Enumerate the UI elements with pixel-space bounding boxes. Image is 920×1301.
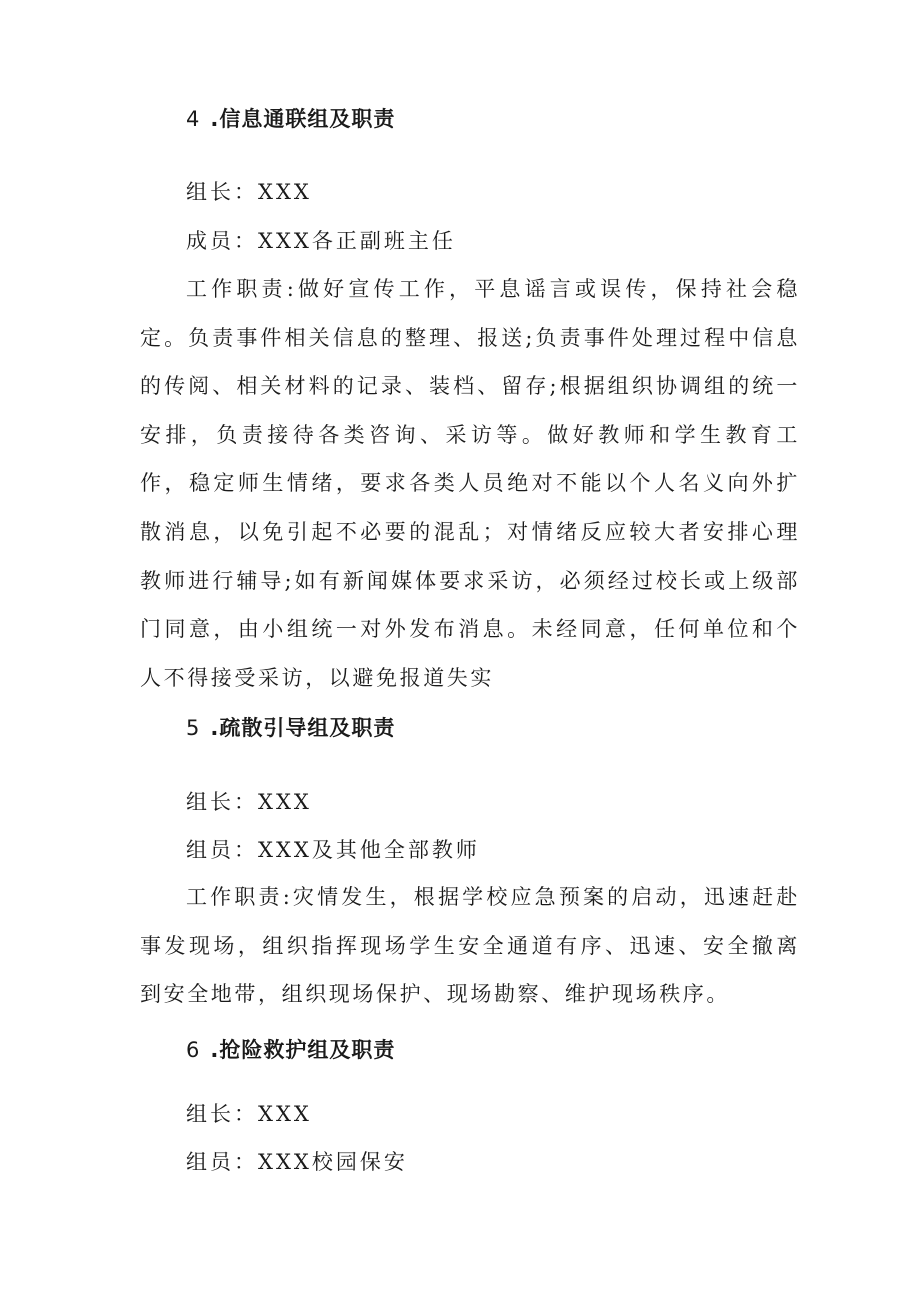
section-5-duties: 工作职责:灾情发生，根据学校应急预案的启动，迅速赶赴事发现场，组织指挥现场学生安全通道有序、迅速、安全撤离到安全地带，组织现场保护、现场勘察、维护现场秩序。 (140, 885, 800, 1007)
section-5-heading (186, 714, 395, 742)
section-5-leader: 组长：XXX (186, 790, 312, 814)
section-4-heading (186, 105, 395, 133)
section-6-heading (186, 1036, 395, 1064)
section-6-title: .抢险救护组及职责 (210, 1038, 396, 1062)
section-6-members: 组员：XXX校园保安 (186, 1150, 408, 1174)
section-5-title: .疏散引导组及职责 (210, 716, 396, 740)
section-4-title: .信息通联组及职责 (210, 107, 396, 131)
section-4-members: 成员：XXX各正副班主任 (186, 229, 456, 253)
section-6-leader: 组长：XXX (186, 1102, 312, 1126)
section-4-duties: 工作职责:做好宣传工作，平息谣言或误传，保持社会稳定。负责事件相关信息的整理、报送;负责事件处理过程中信息的传阅、相关材料的记录、装档、留存;根据组织协调组的统一安排，负责接待各类咨询、采访等。做好教师和学生教育工作，稳定师生情绪，要求各类人员绝对不能以个人名义向外扩散消息，以免引起不必要的混乱；对情绪反应较大者安排心理教师进行辅导;如有新闻媒体要求采访，必须经过校长或上级部门同意，由小组统一对外发布消息。未经同意，任何单位和个人不得接受采访，以避免报道失实 (140, 277, 800, 690)
section-4-leader: 组长：XXX (186, 180, 312, 204)
section-6-number: 6 (186, 1038, 201, 1062)
section-5-members: 组员：XXX及其他全部教师 (186, 838, 480, 862)
section-4-number: 4 (186, 107, 201, 131)
section-5-number: 5 (186, 716, 201, 740)
